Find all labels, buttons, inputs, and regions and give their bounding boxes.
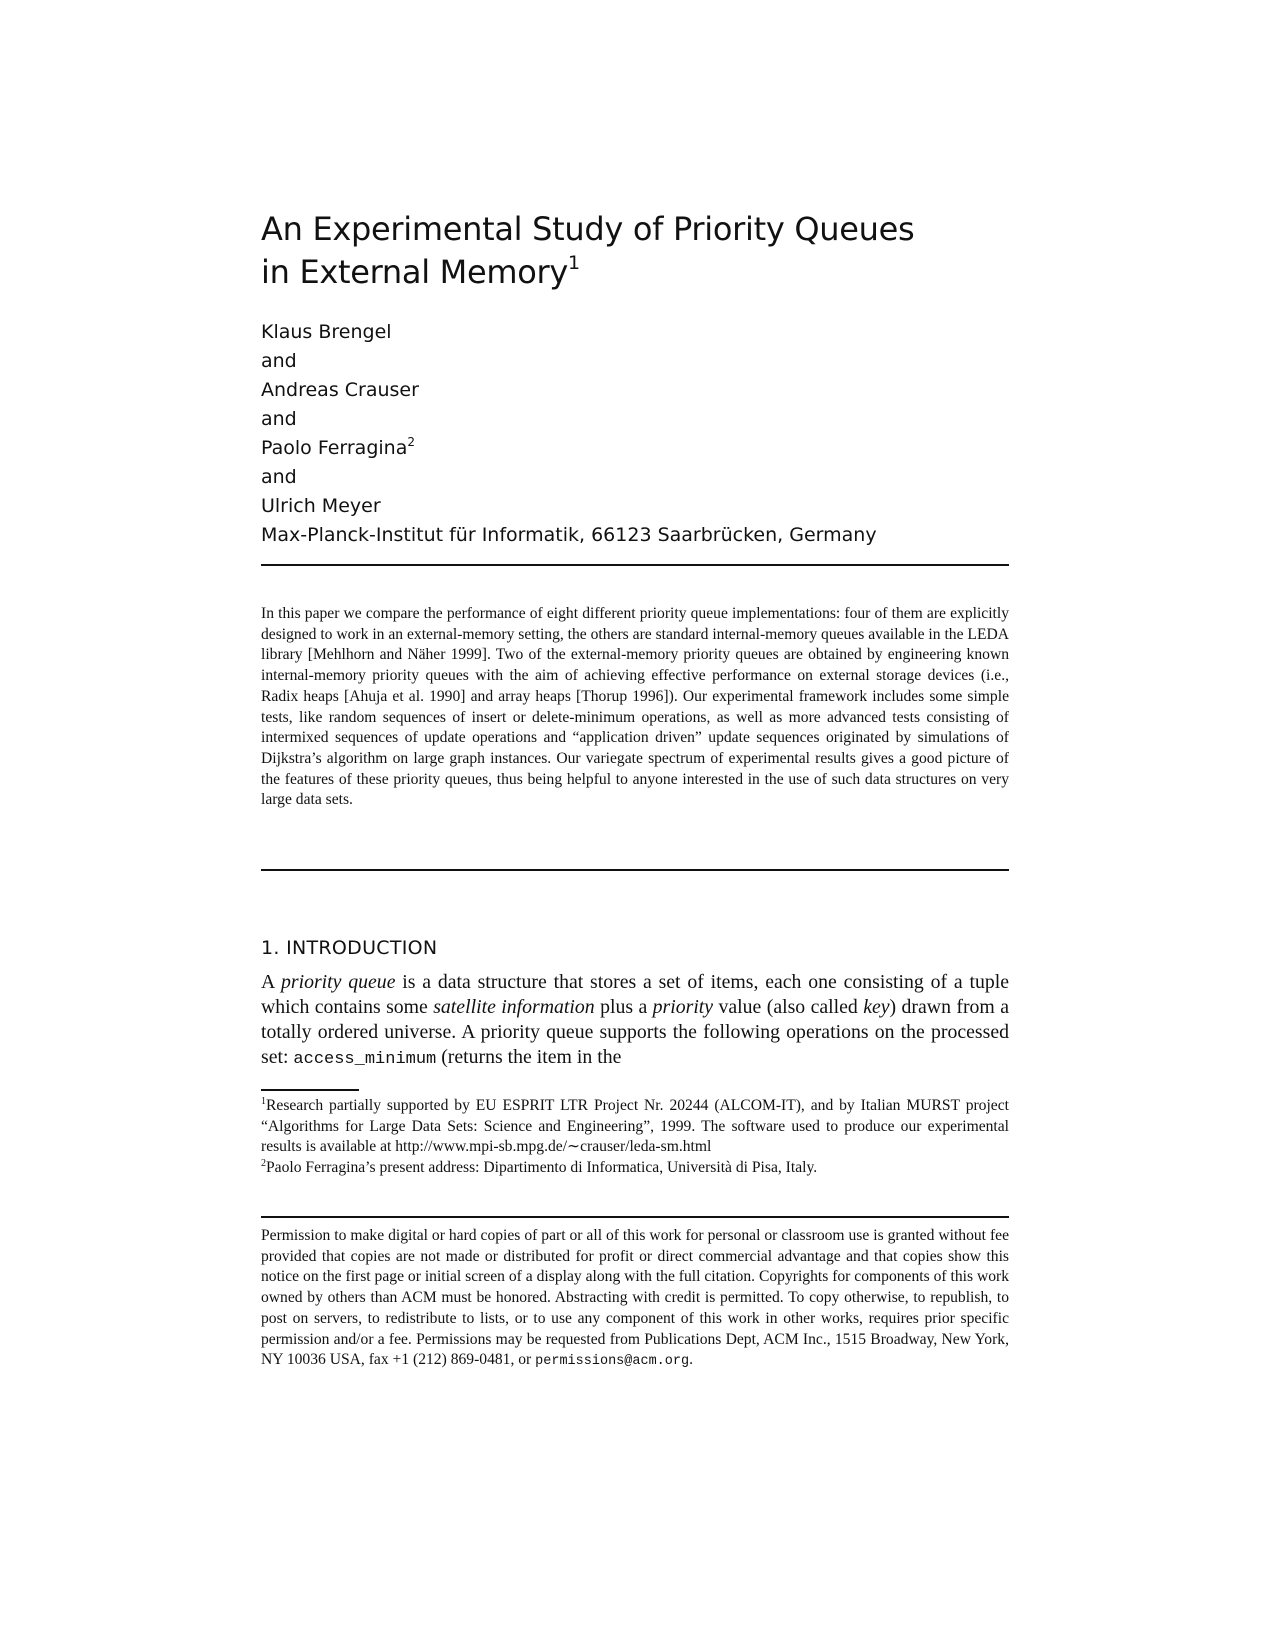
intro-paragraph	[261, 970, 1009, 1072]
intro-text: A	[261, 971, 281, 993]
abstract-top-rule	[261, 564, 1009, 566]
intro-text: is a data structure that stores a set of items, each one consisting of a tuple which contains some	[261, 971, 1010, 1018]
title-footnote-mark: 1	[568, 252, 580, 274]
intro-emphasis: satellite information	[433, 996, 595, 1018]
title-line-2: in External Memory	[261, 253, 569, 291]
footnote-text: Research partially supported by EU ESPRIT LTR Project Nr. 20244 (ALCOM-IT), and by Italian MURST project “Algorithms for Large Data Sets: Science and Engineering”, 1999. The software used to produce our experimental results is available at http://www.mpi-sb.mpg.de/∼crauser/leda-sm.html	[261, 1097, 1009, 1156]
abstract-text: In this paper we compare the performance of eight different priority queue implementations: four of them are explicitly designed to work in an external-memory setting, the others are standard internal-memory queues available in the LEDA library [Mehlhorn and Näher 1999]. Two of the external-memory priority queues are obtained by engineering known internal-memory priority queues with the aim of achieving effective performance on external storage devices (i.e., Radix heaps [Ahuja et al. 1990] and array heaps [Thorup 1996]). Our experimental framework includes some simple tests, like random sequences of insert or delete-minimum operations, as well as more advanced tests consisting of intermixed sequences of update operations and “application driven” update sequences originated by simulations of Dijkstra’s algorithm on large graph instances. Our variegate spectrum of experimental results gives a good picture of the features of these priority queues, thus being helpful to anyone interested in the use of such data structures on very large data sets.	[261, 605, 1009, 809]
footnote-1	[261, 1096, 1009, 1158]
permission-rule	[261, 1216, 1009, 1218]
footnotes	[261, 1096, 1009, 1179]
intro-text: ) drawn from a totally ordered universe. A priority queue supports the following operations on the processed set:	[261, 996, 1009, 1068]
intro-text: plus a	[594, 996, 653, 1018]
footnote-text: Paolo Ferragina’s present address: Dipartimento di Informatica, Università di Pisa, Italy.	[266, 1159, 818, 1177]
intro-text: value (also called	[713, 996, 864, 1018]
author-name: Klaus Brengel	[261, 321, 392, 343]
title-line-1: An Experimental Study of Priority Queues	[261, 210, 915, 248]
permission-text: Permission to make digital or hard copies of part or all of this work for personal or classroom use is granted without fee provided that copies are not made or distributed for profit or direct commercial advantage and that copies show this notice on the first page or initial screen of a display along with the full citation. Copyrights for components of this work owned by others than ACM must be honored. Abstracting with credit is permitted. To copy otherwise, to republish, to post on servers, to redistribute to lists, or to use any component of this work in other works, requires prior specific permission and/or a fee. Permissions may be requested from Publications Dept, ACM Inc., 1515 Broadway, New York, NY 10036 USA, fax +1 (212) 869-0481, or	[261, 1227, 1009, 1369]
author-separator: and	[261, 350, 297, 372]
intro-emphasis: priority	[652, 996, 714, 1018]
footnote-mark: 1	[261, 1096, 266, 1107]
footnote-mark: 2	[261, 1158, 266, 1170]
footnote-rule	[261, 1089, 359, 1091]
footnote-2	[261, 1158, 1009, 1179]
abstract-bottom-rule	[261, 869, 1009, 871]
intro-emphasis: priority queue	[281, 971, 396, 993]
affiliation: Max-Planck-Institut für Informatik, 66123 Saarbrücken, Germany	[261, 524, 877, 546]
author-separator: and	[261, 466, 297, 488]
intro-text: (returns the item in the	[436, 1046, 622, 1068]
permission-email: permissions@acm.org	[535, 1354, 690, 1370]
permission-text-end: .	[689, 1351, 693, 1369]
author-footnote-mark: 2	[407, 435, 415, 449]
author-name: Andreas Crauser	[261, 379, 419, 401]
author-block	[261, 318, 1021, 550]
author-separator: and	[261, 408, 297, 430]
section-heading: 1. INTRODUCTION	[261, 937, 438, 959]
intro-code: access_minimum	[293, 1050, 437, 1069]
intro-emphasis: key	[863, 996, 890, 1018]
author-name-with-note	[261, 434, 1021, 463]
permission-notice	[261, 1226, 1009, 1373]
paper-title	[261, 208, 1021, 294]
author-name: Paolo Ferragina	[261, 437, 408, 459]
author-name: Ulrich Meyer	[261, 495, 381, 517]
